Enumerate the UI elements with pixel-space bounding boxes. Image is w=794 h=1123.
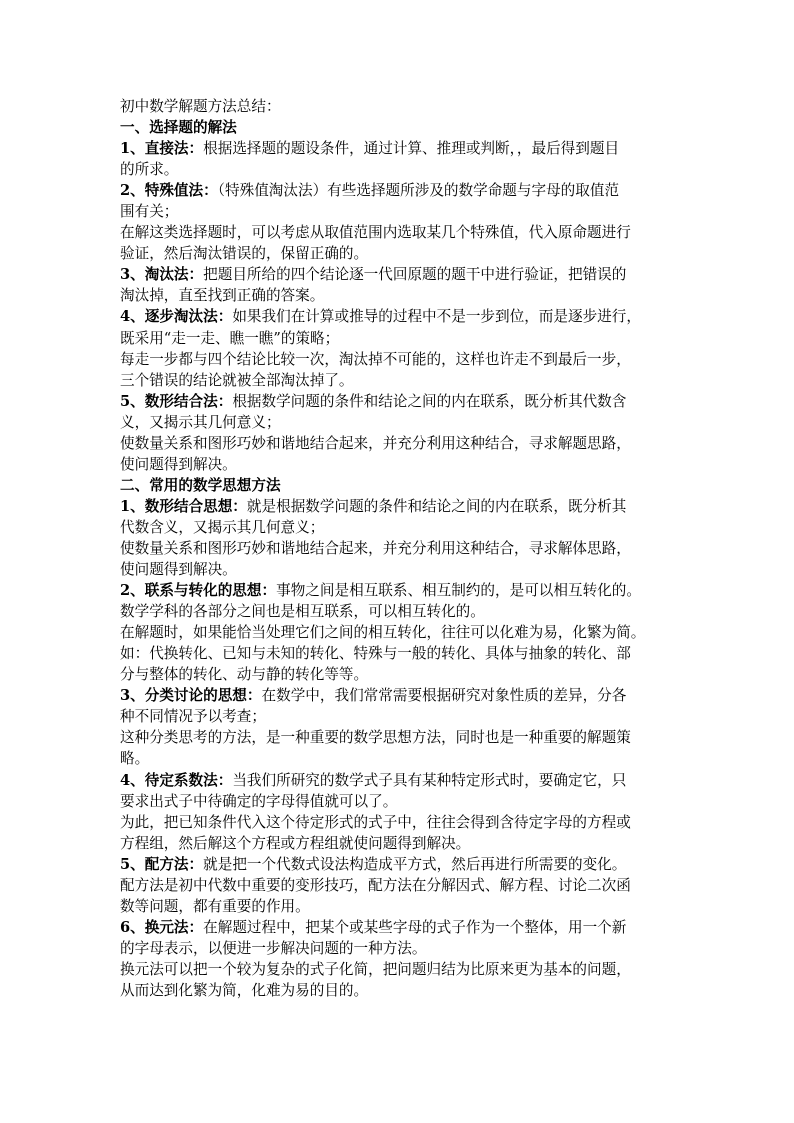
method-item xyxy=(120,138,682,180)
section-heading: 一、选择题的解法 xyxy=(120,119,237,137)
item-label: 4、逐步淘汰法： xyxy=(120,308,233,326)
item-label: 2、特殊值法： xyxy=(120,182,218,200)
item-line: 如：代换转化、已知与未知的转化、特殊与一般的转化、具体与抽象的转化、部 xyxy=(120,645,631,663)
item-line xyxy=(120,138,682,159)
item-label: 1、直接法： xyxy=(120,140,204,158)
item-line xyxy=(120,391,682,412)
item-line xyxy=(120,496,682,517)
item-text: 就是根据数学问题的条件和结论之间的内在联系，既分析其 xyxy=(246,497,627,515)
method-item xyxy=(120,391,682,475)
item-label: 5、数形结合法： xyxy=(120,392,233,410)
item-line: 换元法可以把一个较为复杂的式子化简，把问题归结为比原来更为基本的问题， xyxy=(120,960,631,978)
item-line: 的所求。 xyxy=(120,161,179,179)
item-line: 配方法是初中代数中重要的变形技巧，配方法在分解因式、解方程、讨论二次函 xyxy=(120,876,631,894)
item-line xyxy=(120,770,682,791)
section-heading: 二、常用的数学思想方法 xyxy=(120,476,281,494)
item-label: 2、联系与转化的思想： xyxy=(120,582,277,600)
item-line: 围有关； xyxy=(120,203,179,221)
section-math-thinking-methods xyxy=(120,475,682,1001)
item-line: 义，又揭示其几何意义； xyxy=(120,413,281,431)
method-item xyxy=(120,496,682,580)
item-line: 略。 xyxy=(120,750,150,768)
item-text: 根据选择题的题设条件，通过计算、推理或判断，，最后得到题目 xyxy=(203,140,620,158)
item-line xyxy=(120,917,682,938)
document-title: 初中数学解题方法总结： xyxy=(120,98,281,115)
item-text: 事物之间是相互联系、相互制约的，是可以相互转化的。 xyxy=(276,582,641,600)
item-label: 5、配方法： xyxy=(120,855,204,873)
item-label: 6、换元法： xyxy=(120,918,204,936)
item-line: 这种分类思考的方法，是一种重要的数学思想方法，同时也是一种重要的解题策 xyxy=(120,729,631,747)
item-text: 把题目所给的四个结论逐一代回原题的题干中进行验证，把错误的 xyxy=(203,266,627,284)
method-item xyxy=(120,306,682,390)
item-line: 既采用“走一走、瞧一瞧”的策略； xyxy=(120,329,340,347)
item-text: 在解题过程中，把某个或某些字母的式子作为一个整体，用一个新 xyxy=(203,918,627,936)
item-line: 使问题得到解决。 xyxy=(120,455,237,473)
item-line: 要求出式子中待确定的字母得值就可以了。 xyxy=(120,792,398,810)
item-text: （特殊值淘汰法）有些选择题所涉及的数学命题与字母的取值范 xyxy=(217,182,620,200)
item-line: 使问题得到解决。 xyxy=(120,561,237,579)
item-line xyxy=(120,854,682,875)
item-line: 种不同情况予以考查； xyxy=(120,708,266,726)
item-line: 从而达到化繁为简，化难为易的目的。 xyxy=(120,981,369,999)
section-choice-questions xyxy=(120,117,682,475)
item-label: 3、淘汰法： xyxy=(120,266,204,284)
item-line: 数等问题，都有重要的作用。 xyxy=(120,897,310,915)
item-label: 3、分类讨论的思想： xyxy=(120,687,262,705)
method-item xyxy=(120,917,682,1001)
item-line: 在解这类选择题时，可以考虑从取值范围内选取某几个特殊值，代入原命题进行 xyxy=(120,224,631,242)
item-label: 1、数形结合思想： xyxy=(120,497,247,515)
item-line: 的字母表示，以便进一步解决问题的一种方法。 xyxy=(120,939,427,957)
method-item xyxy=(120,685,682,769)
item-line: 使数量关系和图形巧妙和谐地结合起来，并充分利用这种结合，寻求解题思路， xyxy=(120,434,631,452)
item-line: 数学学科的各部分之间也是相互联系，可以相互转化的。 xyxy=(120,603,485,621)
item-line: 方程组，然后解这个方程或方程组就使问题得到解决。 xyxy=(120,834,471,852)
method-item xyxy=(120,770,682,854)
item-line xyxy=(120,685,682,706)
item-text: 根据数学问题的条件和结论之间的内在联系，既分析其代数含 xyxy=(232,392,627,410)
item-line xyxy=(120,264,682,285)
method-item xyxy=(120,854,682,917)
item-line: 淘汰掉，直至找到正确的答案。 xyxy=(120,287,325,305)
item-text: 在数学中，我们常常需要根据研究对象性质的差异，分各 xyxy=(261,687,627,705)
item-line: 验证，然后淘汰错误的，保留正确的。 xyxy=(120,245,369,263)
item-line: 使数量关系和图形巧妙和谐地结合起来，并充分利用这种结合，寻求解体思路， xyxy=(120,539,631,557)
method-item xyxy=(120,180,682,264)
item-text: 如果我们在计算或推导的过程中不是一步到位，而是逐步进行， xyxy=(232,308,641,326)
item-line: 代数含义，又揭示其几何意义； xyxy=(120,518,325,536)
item-line xyxy=(120,306,682,327)
method-item xyxy=(120,264,682,306)
item-line xyxy=(120,580,682,601)
item-line: 三个错误的结论就被全部淘汰掉了。 xyxy=(120,371,354,389)
item-label: 4、待定系数法： xyxy=(120,771,233,789)
document-body xyxy=(120,96,682,1001)
item-line xyxy=(120,180,682,201)
item-text: 当我们所研究的数学式子具有某种特定形式时，要确定它，只 xyxy=(232,771,627,789)
item-line: 分与整体的转化、动与静的转化等等。 xyxy=(120,666,369,684)
item-line: 为此，把已知条件代入这个待定形式的式子中，往往会得到含待定字母的方程或 xyxy=(120,813,631,831)
item-line: 每走一步都与四个结论比较一次，淘汰掉不可能的，这样也许走不到最后一步， xyxy=(120,350,631,368)
method-item xyxy=(120,580,682,685)
item-text: 就是把一个代数式设法构造成平方式，然后再进行所需要的变化。 xyxy=(203,855,627,873)
item-line: 在解题时，如果能恰当处理它们之间的相互转化，往往可以化难为易，化繁为简。 xyxy=(120,624,646,642)
